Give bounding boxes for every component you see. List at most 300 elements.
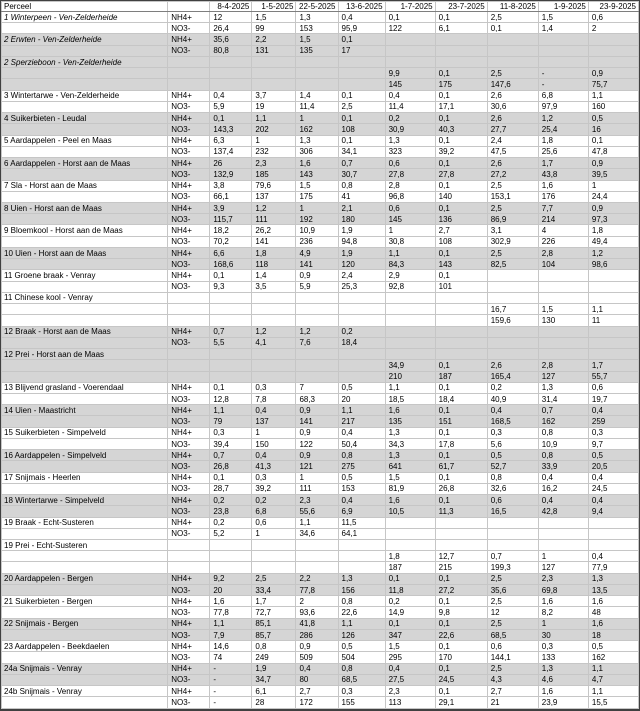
measurement-value-cell: 0,5 xyxy=(338,641,385,652)
analyte-tag-cell: NH4+ xyxy=(168,641,210,652)
measurement-value-cell xyxy=(296,79,338,90)
measurement-value-cell: 1,2 xyxy=(296,326,338,337)
measurement-value-cell xyxy=(487,326,538,337)
measurement-value-cell xyxy=(588,270,638,281)
measurement-value-cell: 11,8 xyxy=(385,584,435,595)
measurement-value-cell: 1,1 xyxy=(338,405,385,416)
parcel-label-cell xyxy=(2,124,168,135)
analyte-tag-cell: NO3- xyxy=(168,23,210,34)
measurement-value-cell: 3,9 xyxy=(210,202,252,213)
measurement-value-cell: 0,1 xyxy=(435,180,487,191)
analyte-tag-cell xyxy=(168,79,210,90)
measurement-value-cell xyxy=(435,304,487,315)
table-row xyxy=(2,23,639,34)
measurement-value-cell: 9,3 xyxy=(210,281,252,292)
table-row xyxy=(2,270,639,281)
measurement-value-cell: 1,6 xyxy=(538,596,588,607)
measurement-value-cell: 1,4 xyxy=(296,90,338,101)
measurement-value-cell xyxy=(252,315,296,326)
measurement-value-cell: 1,3 xyxy=(338,573,385,584)
analyte-tag-cell: NO3- xyxy=(168,461,210,472)
measurement-value-cell: 0,1 xyxy=(435,135,487,146)
measurement-value-cell: 15,5 xyxy=(588,697,638,709)
measurement-value-cell: 1,6 xyxy=(296,158,338,169)
measurement-value-cell: 64,1 xyxy=(338,528,385,539)
measurement-value-cell: 3,1 xyxy=(487,225,538,236)
measurement-value-cell: 1,8 xyxy=(252,247,296,258)
measurement-value-cell: 34,3 xyxy=(385,438,435,449)
analyte-tag-cell: NH4+ xyxy=(168,247,210,258)
measurement-value-cell: 1,5 xyxy=(296,34,338,45)
measurement-value-cell: 41,8 xyxy=(296,618,338,629)
measurement-value-cell xyxy=(435,337,487,348)
measurement-value-cell: - xyxy=(210,697,252,709)
measurement-value-cell: 232 xyxy=(252,146,296,157)
measurement-value-cell: 30,9 xyxy=(385,124,435,135)
table-row xyxy=(2,337,639,348)
measurement-value-cell: 0,4 xyxy=(588,495,638,506)
measurement-value-cell: - xyxy=(210,663,252,674)
measurement-value-cell: 92,8 xyxy=(385,281,435,292)
measurement-value-cell: 30 xyxy=(538,629,588,640)
measurement-value-cell xyxy=(338,292,385,303)
measurement-value-cell: 34,9 xyxy=(385,360,435,371)
measurement-value-cell: 17,1 xyxy=(435,101,487,112)
measurement-value-cell: 27,8 xyxy=(385,169,435,180)
measurement-value-cell: 145 xyxy=(385,79,435,90)
measurement-value-cell: 27,2 xyxy=(435,584,487,595)
measurement-value-cell: 0,7 xyxy=(210,450,252,461)
table-row xyxy=(2,427,639,438)
measurement-value-cell xyxy=(588,517,638,528)
date-column-header: 11-8-2025 xyxy=(487,2,538,12)
analyte-tag-cell: NO3- xyxy=(168,101,210,112)
table-row xyxy=(2,506,639,517)
measurement-value-cell: 0,4 xyxy=(385,90,435,101)
measurement-value-cell xyxy=(538,56,588,67)
table-row xyxy=(2,113,639,124)
measurement-value-cell: 2,3 xyxy=(252,158,296,169)
parcel-label-cell: 5 Aardappelen - Peel en Maas xyxy=(2,135,168,146)
parcel-label-cell xyxy=(2,281,168,292)
measurement-value-cell: 1 xyxy=(252,427,296,438)
measurement-value-cell xyxy=(538,540,588,551)
measurement-value-cell: 509 xyxy=(296,652,338,663)
measurement-value-cell: 3,7 xyxy=(252,90,296,101)
measurement-value-cell: 97,3 xyxy=(588,214,638,225)
table-row xyxy=(2,360,639,371)
measurement-value-cell: 1,5 xyxy=(538,304,588,315)
measurement-value-cell xyxy=(588,292,638,303)
measurement-value-cell: 0,8 xyxy=(487,472,538,483)
measurement-value-cell: 127 xyxy=(538,562,588,573)
analyte-tag-cell: NO3- xyxy=(168,214,210,225)
measurement-value-cell: 7,9 xyxy=(210,629,252,640)
measurement-value-cell xyxy=(588,337,638,348)
measurement-value-cell: 126 xyxy=(338,629,385,640)
measurement-value-cell: 143 xyxy=(435,259,487,270)
measurement-value-cell: 1,4 xyxy=(252,270,296,281)
measurement-value-cell xyxy=(296,292,338,303)
measurement-value-cell: 96,8 xyxy=(385,191,435,202)
measurement-value-cell xyxy=(252,562,296,573)
parcel-label-cell: 8 Uien - Horst aan de Maas xyxy=(2,202,168,213)
table-row xyxy=(2,247,639,258)
measurement-value-cell: 160 xyxy=(588,101,638,112)
measurement-value-cell: 40,3 xyxy=(435,124,487,135)
table-row xyxy=(2,629,639,640)
measurement-value-cell xyxy=(385,34,435,45)
measurement-value-cell: 118 xyxy=(252,259,296,270)
analyte-tag-cell: NH4+ xyxy=(168,618,210,629)
measurement-value-cell: 2,5 xyxy=(487,596,538,607)
parcel-label-cell: 7 Sla - Horst aan de Maas xyxy=(2,180,168,191)
measurement-value-cell: 2,3 xyxy=(385,686,435,697)
parcel-label-cell: 23 Aardappelen - Beekdaelen xyxy=(2,641,168,652)
parcel-label-cell: 6 Aardappelen - Horst aan de Maas xyxy=(2,158,168,169)
analyte-tag-cell: NH4+ xyxy=(168,90,210,101)
measurement-value-cell xyxy=(435,56,487,67)
measurement-value-cell: 133 xyxy=(538,652,588,663)
measurement-value-cell: 0,8 xyxy=(538,427,588,438)
measurement-value-cell: 347 xyxy=(385,629,435,640)
analyte-tag-cell xyxy=(168,540,210,551)
analyte-tag-cell: NH4+ xyxy=(168,113,210,124)
measurement-value-cell xyxy=(435,540,487,551)
measurement-value-cell: 0,4 xyxy=(538,472,588,483)
measurement-value-cell: 1,3 xyxy=(385,450,435,461)
table-row xyxy=(2,528,639,539)
analyte-tag-cell: NH4+ xyxy=(168,326,210,337)
measurement-value-cell xyxy=(385,304,435,315)
measurement-value-cell: 16,2 xyxy=(538,483,588,494)
measurement-value-cell: 0,1 xyxy=(435,405,487,416)
measurement-value-cell: 82,5 xyxy=(487,259,538,270)
analyte-tag-cell: NH4+ xyxy=(168,135,210,146)
measurement-value-cell: 0,6 xyxy=(588,382,638,393)
measurement-value-cell: 153 xyxy=(296,23,338,34)
measurement-value-cell: 25,6 xyxy=(538,146,588,157)
measurement-value-cell: 9,2 xyxy=(210,573,252,584)
measurement-value-cell: 0,3 xyxy=(538,641,588,652)
measurement-value-cell xyxy=(538,34,588,45)
measurement-value-cell: 1,3 xyxy=(588,573,638,584)
measurement-value-cell: 153,1 xyxy=(487,191,538,202)
measurement-value-cell: 162 xyxy=(588,652,638,663)
measurement-value-cell: 108 xyxy=(435,236,487,247)
measurement-value-cell: 7,8 xyxy=(252,393,296,404)
measurement-value-cell: 6,8 xyxy=(252,506,296,517)
measurement-value-cell: 18 xyxy=(588,629,638,640)
measurement-value-cell: 0,2 xyxy=(338,326,385,337)
measurement-value-cell: 11,3 xyxy=(435,506,487,517)
parcel-label-cell: 11 Chinese kool - Venray xyxy=(2,292,168,303)
table-row xyxy=(2,56,639,67)
measurement-value-cell: 12,7 xyxy=(435,551,487,562)
measurement-value-cell: 1,6 xyxy=(385,495,435,506)
measurement-value-cell: 1,1 xyxy=(385,382,435,393)
measurement-value-cell: 1,9 xyxy=(252,663,296,674)
measurement-value-cell: 0,1 xyxy=(435,113,487,124)
measurement-value-cell: 0,1 xyxy=(210,382,252,393)
measurement-value-cell: 9,7 xyxy=(588,438,638,449)
measurement-value-cell: 32,6 xyxy=(487,483,538,494)
measurement-value-cell xyxy=(210,315,252,326)
measurement-value-cell xyxy=(487,337,538,348)
measurement-value-cell xyxy=(338,79,385,90)
measurement-value-cell: 101 xyxy=(435,281,487,292)
measurement-value-cell: 18,5 xyxy=(385,393,435,404)
measurement-value-cell: 2,4 xyxy=(338,270,385,281)
measurement-value-cell: 85,7 xyxy=(252,629,296,640)
measurement-value-cell: 115,7 xyxy=(210,214,252,225)
measurement-value-cell xyxy=(252,56,296,67)
table-row xyxy=(2,618,639,629)
table-row xyxy=(2,450,639,461)
measurement-value-cell: 2,7 xyxy=(296,686,338,697)
measurement-value-cell: 0,1 xyxy=(435,382,487,393)
measurement-value-cell xyxy=(338,304,385,315)
measurement-value-cell: 1 xyxy=(296,113,338,124)
measurement-value-cell: 27,5 xyxy=(385,674,435,685)
measurement-value-cell: 140 xyxy=(435,191,487,202)
measurement-value-cell: 1,7 xyxy=(252,596,296,607)
measurement-value-cell: 93,6 xyxy=(296,607,338,618)
measurement-value-cell: 137 xyxy=(252,191,296,202)
analyte-tag-cell: NH4+ xyxy=(168,34,210,45)
measurement-value-cell: 0,1 xyxy=(435,596,487,607)
measurement-value-cell: 10,9 xyxy=(296,225,338,236)
measurement-value-cell: 2,8 xyxy=(538,360,588,371)
measurement-value-cell: 22,6 xyxy=(338,607,385,618)
measurement-value-cell: 0,4 xyxy=(338,427,385,438)
analyte-tag-cell: NO3- xyxy=(168,191,210,202)
measurement-value-cell: 1,1 xyxy=(210,618,252,629)
measurement-value-cell: 0,7 xyxy=(210,326,252,337)
measurement-value-cell: 26 xyxy=(210,158,252,169)
parcel-label-cell: 12 Braak - Horst aan de Maas xyxy=(2,326,168,337)
table-row xyxy=(2,686,639,697)
parcel-label-cell xyxy=(2,68,168,79)
measurement-value-cell: 47,5 xyxy=(487,146,538,157)
measurement-value-cell: 5,5 xyxy=(210,337,252,348)
parcel-label-cell xyxy=(2,506,168,517)
measurement-value-cell xyxy=(210,292,252,303)
measurement-value-cell: 17,8 xyxy=(435,438,487,449)
measurement-value-cell: 35,6 xyxy=(210,34,252,45)
analyte-tag-cell: NH4+ xyxy=(168,270,210,281)
measurement-value-cell xyxy=(296,551,338,562)
measurement-value-cell: 34,1 xyxy=(338,146,385,157)
table-row xyxy=(2,483,639,494)
parcel-label-cell xyxy=(2,337,168,348)
measurement-value-cell: 9,8 xyxy=(435,607,487,618)
measurement-value-cell: 1,3 xyxy=(385,427,435,438)
table-row xyxy=(2,472,639,483)
measurement-value-cell: 28,7 xyxy=(210,483,252,494)
date-column-header: 13-6-2025 xyxy=(338,2,385,12)
measurement-value-cell: 4 xyxy=(538,225,588,236)
measurement-value-cell xyxy=(588,45,638,56)
measurement-value-cell: 0,9 xyxy=(588,202,638,213)
measurement-value-cell: 0,7 xyxy=(338,158,385,169)
measurement-value-cell: 0,2 xyxy=(252,495,296,506)
analyte-tag-cell: NO3- xyxy=(168,337,210,348)
measurement-value-cell: 0,4 xyxy=(588,551,638,562)
measurement-value-cell: 175 xyxy=(296,191,338,202)
measurement-value-cell xyxy=(252,360,296,371)
parcel-label-cell xyxy=(2,607,168,618)
measurement-value-cell xyxy=(210,79,252,90)
measurement-value-cell: 0,1 xyxy=(435,618,487,629)
table-row xyxy=(2,12,639,23)
measurement-value-cell: - xyxy=(210,686,252,697)
measurement-value-cell: 0,1 xyxy=(385,12,435,23)
measurement-value-cell xyxy=(210,304,252,315)
measurement-value-cell: 6,8 xyxy=(538,90,588,101)
measurement-value-cell: 0,1 xyxy=(338,113,385,124)
table-row xyxy=(2,236,639,247)
measurement-value-cell xyxy=(385,292,435,303)
measurement-value-cell xyxy=(538,45,588,56)
measurement-value-cell: 0,6 xyxy=(487,495,538,506)
measurement-value-cell: 2,5 xyxy=(487,68,538,79)
measurement-value-cell: 27,7 xyxy=(487,124,538,135)
measurement-value-cell: 34,7 xyxy=(252,674,296,685)
measurement-value-cell: 323 xyxy=(385,146,435,157)
measurement-value-cell: 1,6 xyxy=(210,596,252,607)
analyte-tag-cell: NO3- xyxy=(168,506,210,517)
measurement-value-cell: 2 xyxy=(588,23,638,34)
measurement-value-cell: 35,6 xyxy=(487,584,538,595)
measurement-value-cell: 1,3 xyxy=(385,135,435,146)
measurement-value-cell: 192 xyxy=(296,214,338,225)
measurement-value-cell: 18,2 xyxy=(210,225,252,236)
measurement-value-cell: 2,5 xyxy=(487,663,538,674)
measurement-value-cell: 1,9 xyxy=(338,247,385,258)
parcel-label-cell xyxy=(2,304,168,315)
table-row xyxy=(2,79,639,90)
measurement-value-cell xyxy=(252,68,296,79)
table-row xyxy=(2,663,639,674)
measurement-value-cell xyxy=(385,45,435,56)
parcel-label-cell xyxy=(2,629,168,640)
measurement-value-cell: 19,7 xyxy=(588,393,638,404)
measurement-value-cell: 0,1 xyxy=(338,90,385,101)
measurement-value-cell: 0,4 xyxy=(487,405,538,416)
measurement-value-cell: 77,9 xyxy=(588,562,638,573)
analyte-tag-cell: NH4+ xyxy=(168,472,210,483)
measurement-value-cell: 1,3 xyxy=(296,12,338,23)
measurement-value-cell: 5,9 xyxy=(210,101,252,112)
analyte-tag-cell xyxy=(168,551,210,562)
measurement-value-cell: 40,9 xyxy=(487,393,538,404)
parcel-label-cell xyxy=(2,101,168,112)
measurement-value-cell: 1,6 xyxy=(385,405,435,416)
analyte-tag-cell: NH4+ xyxy=(168,382,210,393)
measurement-value-cell: 0,9 xyxy=(296,427,338,438)
measurement-value-cell: 1,1 xyxy=(588,90,638,101)
measurement-value-cell: 20,5 xyxy=(588,461,638,472)
measurement-value-cell: 121 xyxy=(296,461,338,472)
measurement-value-cell: 12 xyxy=(210,12,252,23)
analyte-tag-cell: NO3- xyxy=(168,652,210,663)
measurement-value-cell: 33,4 xyxy=(252,584,296,595)
measurement-value-cell: 30,8 xyxy=(385,236,435,247)
measurement-value-cell: 295 xyxy=(385,652,435,663)
analyte-tag-cell xyxy=(168,371,210,382)
measurement-value-cell: 30,6 xyxy=(487,101,538,112)
measurement-value-cell: 0,8 xyxy=(338,180,385,191)
measurement-value-cell: 39,2 xyxy=(435,146,487,157)
measurement-value-cell: 2,6 xyxy=(487,90,538,101)
measurement-value-cell: - xyxy=(210,674,252,685)
measurement-value-cell: 1 xyxy=(385,225,435,236)
measurement-value-cell: 2,5 xyxy=(338,101,385,112)
measurement-value-cell: 66,1 xyxy=(210,191,252,202)
measurement-value-cell: 9,4 xyxy=(588,506,638,517)
measurement-value-cell: 302,9 xyxy=(487,236,538,247)
measurement-value-cell: 111 xyxy=(252,214,296,225)
measurement-value-cell: 1,8 xyxy=(385,551,435,562)
date-column-header: 8-4-2025 xyxy=(210,2,252,12)
measurement-value-cell: 1,1 xyxy=(338,618,385,629)
measurement-value-cell: 236 xyxy=(296,236,338,247)
measurement-value-cell: 0,6 xyxy=(385,158,435,169)
parcel-label-cell: 9 Bloemkool - Horst aan de Maas xyxy=(2,225,168,236)
measurement-value-cell: 11,4 xyxy=(296,101,338,112)
measurement-value-cell: 156 xyxy=(338,584,385,595)
measurement-value-cell: 2,6 xyxy=(487,113,538,124)
measurement-value-cell: 151 xyxy=(435,416,487,427)
measurement-value-cell: 137 xyxy=(252,416,296,427)
measurement-value-cell: 172 xyxy=(296,697,338,709)
measurement-value-cell: 0,3 xyxy=(487,427,538,438)
parcel-label-cell xyxy=(2,23,168,34)
measurement-value-cell: 18,4 xyxy=(338,337,385,348)
measurement-value-cell: 199,3 xyxy=(487,562,538,573)
measurement-value-cell xyxy=(385,349,435,360)
measurement-value-cell: 16,7 xyxy=(487,304,538,315)
measurement-value-cell: 1 xyxy=(296,472,338,483)
parcel-label-cell: 22 Snijmais - Bergen xyxy=(2,618,168,629)
perceel-column-header: Perceel xyxy=(2,2,168,12)
measurement-value-cell: 47,8 xyxy=(588,146,638,157)
parcel-label-cell xyxy=(2,79,168,90)
measurement-value-cell xyxy=(487,281,538,292)
table-row xyxy=(2,101,639,112)
measurement-value-cell: 2,5 xyxy=(487,573,538,584)
measurement-value-cell: 16,5 xyxy=(487,506,538,517)
measurement-value-cell: 1,1 xyxy=(210,405,252,416)
measurement-value-cell xyxy=(296,360,338,371)
measurement-value-cell: 150 xyxy=(252,438,296,449)
measurement-value-cell: 48 xyxy=(588,607,638,618)
measurement-value-cell: 0,1 xyxy=(435,641,487,652)
measurement-value-cell: 0,3 xyxy=(252,382,296,393)
parcel-label-cell: 11 Groene braak - Venray xyxy=(2,270,168,281)
measurement-value-cell: 39,5 xyxy=(588,169,638,180)
measurement-value-cell: 0,8 xyxy=(338,596,385,607)
analyte-tag-cell xyxy=(168,315,210,326)
measurement-value-cell: 0,1 xyxy=(385,618,435,629)
table-row xyxy=(2,438,639,449)
table-row xyxy=(2,517,639,528)
date-column-header: 23-9-2025 xyxy=(588,2,638,12)
measurement-value-cell: 13,5 xyxy=(588,584,638,595)
measurement-value-cell: 11,5 xyxy=(338,517,385,528)
measurement-value-cell: 175 xyxy=(435,79,487,90)
